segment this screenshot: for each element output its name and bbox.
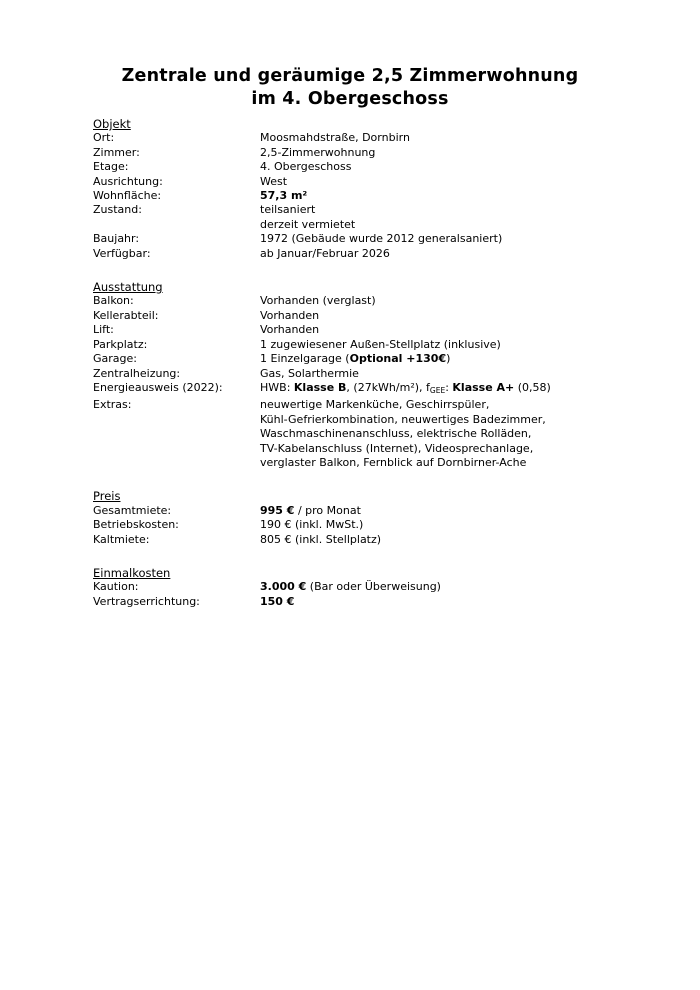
spec-label: Zimmer:	[93, 145, 140, 159]
spec-row	[93, 309, 660, 323]
spec-label: Vertragserrichtung:	[93, 594, 200, 608]
section-objekt	[93, 117, 660, 261]
spec-row	[93, 323, 660, 337]
spec-row	[93, 504, 660, 518]
spec-value: Waschmaschinenanschluss, elektrische Rolläden,	[260, 427, 532, 441]
spec-value: Kühl-Gefrierkombination, neuwertiges Badezimmer,	[260, 412, 546, 426]
spec-label: Kellerabteil:	[93, 308, 159, 322]
spec-row	[93, 352, 660, 366]
section-heading: Ausstattung	[93, 280, 163, 295]
spec-label: Garage:	[93, 352, 137, 366]
sections	[93, 117, 660, 609]
spec-value: 995 € / pro Monat	[260, 503, 361, 517]
spec-label: Extras:	[93, 398, 132, 412]
spec-value: 1972 (Gebäude wurde 2012 generalsaniert)	[260, 232, 503, 246]
spec-value: Vorhanden	[260, 308, 320, 322]
spec-row	[93, 595, 660, 609]
spec-value: derzeit vermietet	[260, 217, 356, 231]
spec-row	[93, 381, 660, 398]
spec-label: Zustand:	[93, 203, 142, 217]
spec-label: Gesamtmiete:	[93, 503, 172, 517]
spec-row	[93, 367, 660, 381]
spec-label: Parkplatz:	[93, 337, 148, 351]
spec-row	[93, 218, 660, 232]
spec-row	[93, 175, 660, 189]
spec-label: Etage:	[93, 160, 129, 174]
spec-row	[93, 338, 660, 352]
spec-label: Balkon:	[93, 294, 134, 308]
spec-value: Moosmahdstraße, Dornbirn	[260, 131, 410, 145]
spec-row	[93, 247, 660, 261]
section-heading: Einmalkosten	[93, 565, 171, 580]
spec-value: neuwertige Markenküche, Geschirrspüler,	[260, 398, 490, 412]
spec-row	[93, 518, 660, 532]
spec-row	[93, 203, 660, 217]
section-preis	[93, 489, 660, 547]
spec-label: Kaution:	[93, 580, 139, 594]
spec-row	[93, 427, 660, 441]
spec-row	[93, 146, 660, 160]
spec-row	[93, 580, 660, 594]
spec-value: Gas, Solarthermie	[260, 366, 359, 380]
spec-value: 150 €	[260, 594, 295, 608]
spec-row	[93, 413, 660, 427]
spec-value: TV-Kabelanschluss (Internet), Videosprechanlage,	[260, 441, 534, 455]
spec-label: Betriebskosten:	[93, 518, 179, 532]
spec-value: verglaster Balkon, Fernblick auf Dornbirner-Ache	[260, 455, 527, 469]
spec-value: 2,5-Zimmerwohnung	[260, 145, 376, 159]
spec-row	[93, 189, 660, 203]
spec-label: Wohnfläche:	[93, 189, 162, 203]
spec-value: 4. Obergeschoss	[260, 160, 352, 174]
spec-value: 1 zugewiesener Außen-Stellplatz (inklusive)	[260, 337, 501, 351]
listing-title-line-1: Zentrale und geräumige 2,5 Zimmerwohnung	[121, 66, 579, 86]
spec-row	[93, 232, 660, 246]
spec-row	[93, 131, 660, 145]
spec-value: 190 € (inkl. MwSt.)	[260, 518, 364, 532]
listing-title	[93, 65, 607, 111]
spec-label: Lift:	[93, 323, 114, 337]
spec-label: Ort:	[93, 131, 115, 145]
spec-label: Baujahr:	[93, 232, 140, 246]
spec-value: Vorhanden	[260, 323, 320, 337]
spec-value: teilsaniert	[260, 203, 316, 217]
spec-value: ab Januar/Februar 2026	[260, 246, 390, 260]
spec-value: HWB: Klasse B, (27kWh/m²), $f_{GEE}$: Klasse A+ (0,58)	[260, 380, 551, 395]
spec-value: 3.000 € (Bar oder Überweisung)	[260, 580, 441, 594]
spec-label: Verfügbar:	[93, 246, 151, 260]
spec-value: Vorhanden (verglast)	[260, 294, 376, 308]
section-heading: Preis	[93, 489, 121, 504]
spec-value: West	[260, 174, 288, 188]
spec-label: Energieausweis (2022):	[93, 380, 223, 394]
spec-label: Kaltmiete:	[93, 532, 150, 546]
section-einmalkosten	[93, 566, 660, 609]
spec-row	[93, 294, 660, 308]
spec-row	[93, 160, 660, 174]
spec-label: Zentralheizung:	[93, 366, 181, 380]
spec-row	[93, 533, 660, 547]
spec-value: 1 Einzelgarage (Optional +130€)	[260, 352, 451, 366]
spec-row	[93, 398, 660, 412]
section-heading: Objekt	[93, 117, 131, 131]
spec-row	[93, 442, 660, 456]
spec-row	[93, 456, 660, 470]
spec-label: Ausrichtung:	[93, 174, 163, 188]
listing-title-line-2: im 4. Obergeschoss	[251, 89, 449, 109]
section-ausstattung	[93, 280, 660, 470]
spec-value: 57,3 m²	[260, 189, 308, 203]
spec-value: 805 € (inkl. Stellplatz)	[260, 532, 382, 546]
